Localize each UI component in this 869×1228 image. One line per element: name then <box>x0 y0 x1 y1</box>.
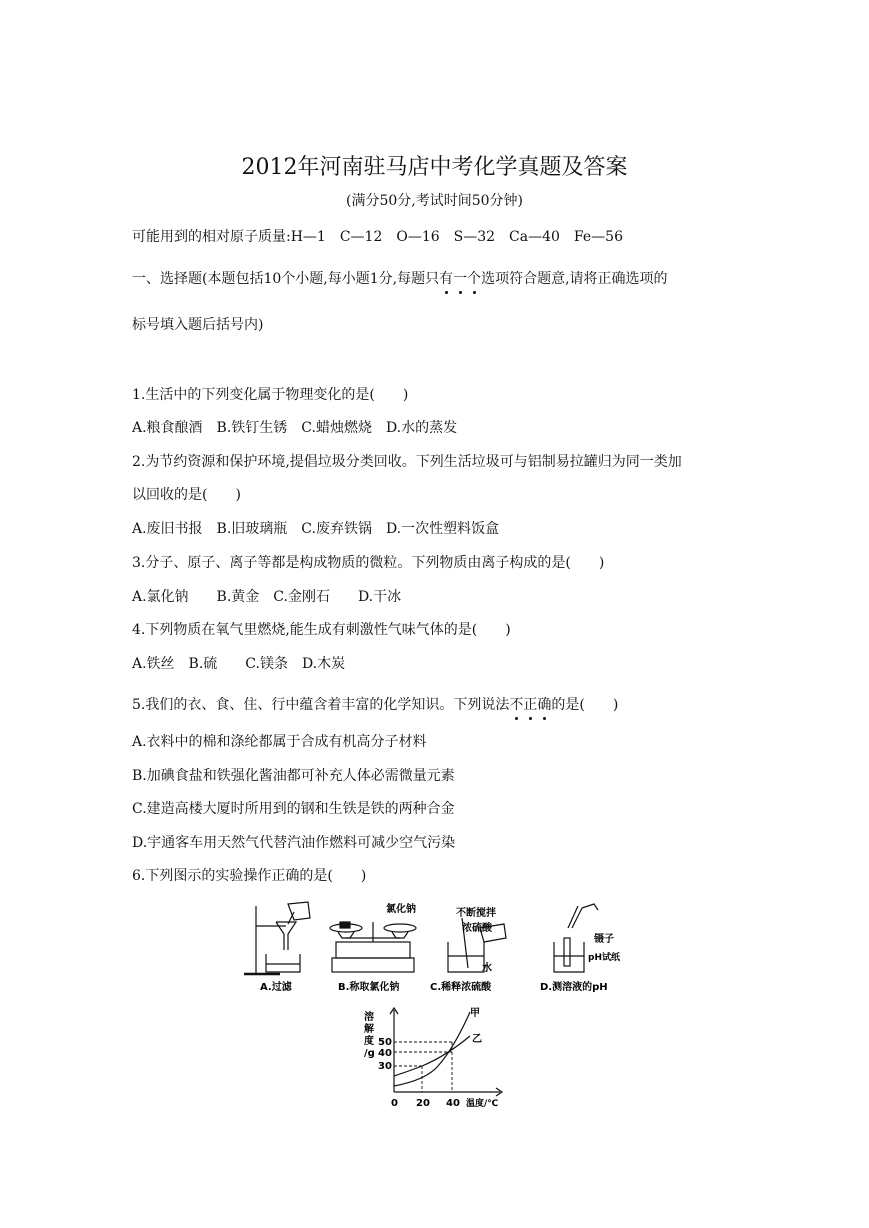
solubility-curve-figure <box>360 1006 510 1114</box>
emphasis-char: 正 <box>523 694 537 714</box>
balance-apparatus <box>330 922 416 972</box>
q5-stem <box>132 694 618 714</box>
q1-options: A.粮食酿酒 B.铁钉生锈 C.蜡烛燃烧 D.水的蒸发 <box>132 420 458 436</box>
section-heading <box>132 268 668 288</box>
q2-stem-cont: 以回收的是( ) <box>132 487 241 503</box>
curve-jia <box>394 1012 470 1086</box>
curve-label-jia: 甲 <box>470 1008 480 1019</box>
q5-option-d: D.宇通客车用天然气代替汽油作燃料可减少空气污染 <box>132 835 456 851</box>
ylabel-char: 度 <box>364 1036 374 1047</box>
emphasis-char: 不 <box>509 694 523 714</box>
caption-weighing: B.称取氯化钠 <box>338 982 400 993</box>
label-ph-paper: pH试纸 <box>588 953 620 963</box>
label-tweezers: 镊子 <box>594 934 614 945</box>
label-nacl: 氯化钠 <box>386 904 416 915</box>
emphasis-char: 确 <box>537 694 551 714</box>
q4-options: A.铁丝 B.硫 C.镁条 D.木炭 <box>132 656 346 672</box>
emphasis-char: 一 <box>453 268 467 288</box>
q2-stem: 2.为节约资源和保护环境,提倡垃圾分类回收。下列生活垃圾可与铝制易拉罐归为同一类加 <box>132 454 682 470</box>
q3-stem: 3.分子、原子、离子等都是构成物质的微粒。下列物质由离子构成的是( ) <box>132 555 605 571</box>
q5-option-a: A.衣料中的棉和涤纶都属于合成有机高分子材料 <box>132 734 427 750</box>
caption-filtration: A.过滤 <box>260 982 292 993</box>
emphasis-char: 有 <box>439 268 453 288</box>
page-title: 2012年河南驻马店中考化学真题及答案 <box>241 155 628 180</box>
ylabel-char: 溶 <box>364 1012 374 1023</box>
ylabel-char: /g <box>364 1048 375 1059</box>
filtration-apparatus <box>244 902 310 974</box>
emphasis-char: 个 <box>467 268 481 288</box>
atomic-masses: 可能用到的相对原子质量:H—1 C—12 O—16 S—32 Ca—40 Fe—56 <box>132 229 623 245</box>
q3-options: A.氯化钠 B.黄金 C.金刚石 D.干冰 <box>132 589 402 605</box>
caption-dilution: C.稀释浓硫酸 <box>430 982 492 993</box>
q5-stem-b: 的是( ) <box>551 697 619 713</box>
ylabel-char: 解 <box>364 1024 374 1035</box>
q4-stem: 4.下列物质在氧气里燃烧,能生成有刺激性气味气体的是( ) <box>132 622 511 638</box>
q5-stem-a: 5.我们的衣、食、住、行中蕴含着丰富的化学知识。下列说法 <box>132 697 510 713</box>
section-text-b: 选项符合题意,请将正确选项的 <box>481 271 668 287</box>
caption-ph: D.测溶液的pH <box>540 982 608 993</box>
y-tick-label: 30 <box>378 1061 392 1072</box>
q5-option-c: C.建造高楼大厦时所用到的钢和生铁是铁的两种合金 <box>132 801 455 817</box>
q2-options: A.废旧书报 B.旧玻璃瓶 C.废弃铁锅 D.一次性塑料饭盒 <box>132 521 500 537</box>
y-tick-label: 50 <box>378 1037 392 1048</box>
label-acid: 浓硫酸 <box>462 923 492 934</box>
x-axis-label: 温度/℃ <box>466 1099 499 1109</box>
q1-stem: 1.生活中的下列变化属于物理变化的是( ) <box>132 387 409 403</box>
x-tick-label: 40 <box>446 1098 460 1109</box>
label-stir: 不断搅拌 <box>456 908 496 919</box>
section-heading-cont: 标号填入题后括号内) <box>132 317 264 333</box>
curve-label-yi: 乙 <box>472 1034 482 1045</box>
x-tick-label: 20 <box>416 1098 430 1109</box>
q5-option-b: B.加碘食盐和铁强化酱油都可补充人体必需微量元素 <box>132 768 455 784</box>
y-tick-label: 40 <box>378 1048 392 1059</box>
label-water: 水 <box>482 963 492 974</box>
x-tick-label: 0 <box>391 1098 398 1109</box>
lab-operations-figure <box>238 898 638 998</box>
exam-info: (满分50分,考试时间50分钟) <box>345 193 523 209</box>
section-text-a: 一、选择题(本题包括10个小题,每小题1分,每题只 <box>132 271 440 287</box>
q6-stem: 6.下列图示的实验操作正确的是( ) <box>132 868 367 884</box>
